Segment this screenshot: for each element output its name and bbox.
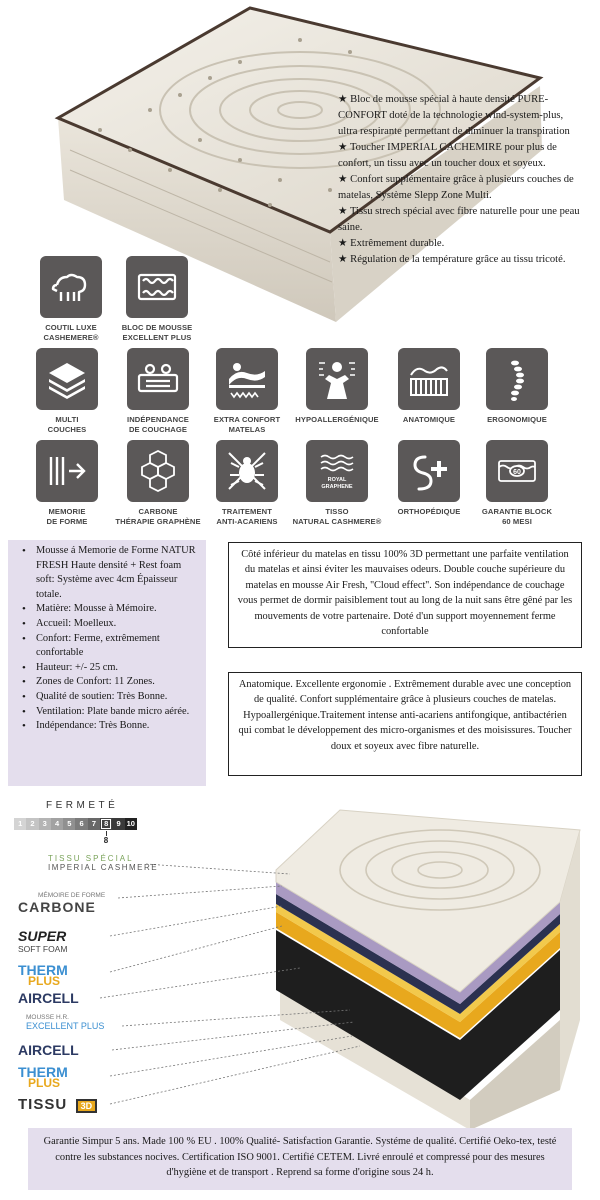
comfort-mattress-icon	[216, 348, 278, 410]
feature-item: ★ Régulation de la température grâce au tissu tricoté.	[338, 254, 566, 265]
svg-text:ROYAL: ROYAL	[327, 477, 347, 483]
spec-item: • Matière: Mousse à Mémoire.	[20, 602, 200, 617]
label-super-soft: SUPER SOFT FOAM	[18, 928, 68, 954]
spec-item: • Accueil: Moelleux.	[20, 617, 200, 632]
feature-icon-memorie: MEMORIE DE FORME	[22, 440, 112, 527]
feature-item: ★ Toucher IMPERIAL CACHEMIRE pour plus de confort, un tissu avec un toucher doux et soyeux.	[338, 142, 557, 169]
spec-item: • Ventilation: Plate bande micro aérée.	[20, 705, 200, 720]
label-therm-plus: THERM PLUS	[18, 962, 68, 988]
spec-item: • Zones de Confort: 11 Zones.	[20, 675, 200, 690]
label-memoire-carbone: MÉMOIRE DE FORME CARBONE	[18, 892, 106, 915]
feature-icon-carbone: CARBONE THÉRAPIE GRAPHÈNE	[113, 440, 203, 527]
firmness-step: 10	[126, 819, 135, 828]
svg-text:GRAPHENE: GRAPHENE	[321, 484, 353, 490]
firmness-value: 8	[101, 831, 111, 845]
firmness-step: 9	[112, 818, 124, 830]
graphene-fabric-icon	[306, 440, 368, 502]
foam-block-icon	[126, 256, 188, 318]
firmness-step: 2	[26, 818, 38, 830]
feature-item: ★ Tissu strech spécial avec fibre naturelle pour une peau saine.	[338, 206, 580, 233]
guarantee-icon	[486, 440, 548, 502]
anatomic-icon	[398, 348, 460, 410]
description-box-ventilation: Côté inférieur du matelas en tissu 100% 3D permettant une parfaite ventilation du matelas et ainsi éviter les mauvaises odeurs. Double couche supérieure du matelas en mousse Air Fresh, ''Cloud effect''. Son indépendance de couchage vous permet de dormir paisiblement tout au long de la nuit sans être gêné par les mouvements de votre partenaire. Doté d'un support moyennement ferme confortable	[228, 542, 582, 648]
springs-icon	[127, 348, 189, 410]
label-therm-plus-2: THERM PLUS	[18, 1064, 68, 1090]
spec-item: • Mousse á Memorie de Forme NATUR FRESH Haute densité + Rest foam soft: Système avec 4cm Épaisseur totale.	[20, 544, 200, 602]
feature-item: ★ Bloc de mousse spécial à haute densité PURE-CONFORT doté de la technologie wind-system-plus, ultra respirante permettant de diminuer la transpiration	[338, 94, 570, 137]
orthopedic-icon	[398, 440, 460, 502]
feature-icon-orthopedique: ORTHOPÉDIQUE	[384, 440, 474, 517]
feature-icon-ergonomique: ERGONOMIQUE	[472, 348, 562, 425]
firmness-step: 6	[75, 818, 87, 830]
firmness-scale	[14, 818, 137, 830]
feature-item: ★ Extrêmement durable.	[338, 238, 445, 249]
firmness-title: FERMETÉ	[46, 800, 119, 811]
feature-icon-anti-acariens: TRAITEMENT ANTI-ACARIENS	[202, 440, 292, 527]
spec-item: • Confort: Ferme, extrêmement confortable	[20, 632, 200, 661]
feature-icon-coutil: COUTIL LUXE CASHEMERE®	[26, 256, 116, 343]
label-aircell-2: AIRCELL	[18, 1042, 79, 1058]
label-mousse-hr: MOUSSE H.R. EXCELLENT PLUS	[26, 1014, 105, 1031]
firmness-step: 7	[88, 818, 100, 830]
spec-panel	[8, 540, 206, 786]
feature-icon-multi: MULTI COUCHES	[22, 348, 112, 435]
anti-mite-icon	[216, 440, 278, 502]
feature-list	[338, 92, 584, 268]
memory-foam-icon	[36, 440, 98, 502]
label-tissu-3d: TISSU 3D	[18, 1096, 97, 1114]
svg-text:60: 60	[513, 469, 521, 476]
spec-item: • Indépendance: Très Bonne.	[20, 719, 200, 734]
feature-icon-tisso: ROYAL GRAPHENE TISSO NATURAL CASHMERE®	[292, 440, 382, 527]
firmness-step: 1	[14, 818, 26, 830]
layers-icon	[36, 348, 98, 410]
hypoallergenic-icon	[306, 348, 368, 410]
spec-item: • Hauteur: +/- 25 cm.	[20, 661, 200, 676]
feature-icon-independance: INDÉPENDANCE DE COUCHAGE	[113, 348, 203, 435]
spec-item: • Qualité de soutien: Très Bonne.	[20, 690, 200, 705]
feature-icon-garantie: 60 GARANTIE BLOCK 60 MESI	[472, 440, 562, 527]
feature-icon-extra-confort: EXTRA CONFORT MATELAS	[202, 348, 292, 435]
description-box-anatomique: Anatomique. Excellente ergonomie . Extrêmement durable avec une conception de qualité. Confort supplémentaire grâce à plusieurs couches de matelas. Hypoallergénique.Traitement intense anti-acariens antifongique, antibactérien qui combat le développement des micro-organismes et des moisissures. Toucher doux et soyeux avec fibre naturelle.	[228, 672, 582, 776]
firmness-step: 4	[51, 818, 63, 830]
firmness-step: 3	[39, 818, 51, 830]
guarantee-footer: Garantie Simpur 5 ans. Made 100 % EU . 100% Qualité- Satisfaction Garantie. Systéme de qualité. Certifié Oeko-tex, testé contre les substances nocives. Certification ISO 9001. Certifié CETEM. Livré enroulé et compressé pour des mesures d'hygiène et de transport . Reprend sa forme d'origine sous 24 h.	[28, 1128, 572, 1190]
sheep-icon	[40, 256, 102, 318]
firmness-step: 8	[100, 818, 112, 830]
spine-icon	[486, 348, 548, 410]
feature-item: ★ Confort supplémentaire grâce à plusieurs couches de matelas, Système Slepp Zone Multi.	[338, 174, 574, 201]
firmness-step: 5	[63, 818, 75, 830]
graphene-icon	[127, 440, 189, 502]
label-tissu-special: TISSU SPÉCIAL IMPERIAL CASHMERE	[48, 854, 159, 872]
feature-icon-anatomique: ANATOMIQUE	[384, 348, 474, 425]
feature-icon-bloc: BLOC DE MOUSSE EXCELLENT PLUS	[112, 256, 202, 343]
feature-icon-hypoallergenique: HYPOALLERGÉNIQUE	[292, 348, 382, 425]
label-aircell: AIRCELL	[18, 990, 79, 1006]
